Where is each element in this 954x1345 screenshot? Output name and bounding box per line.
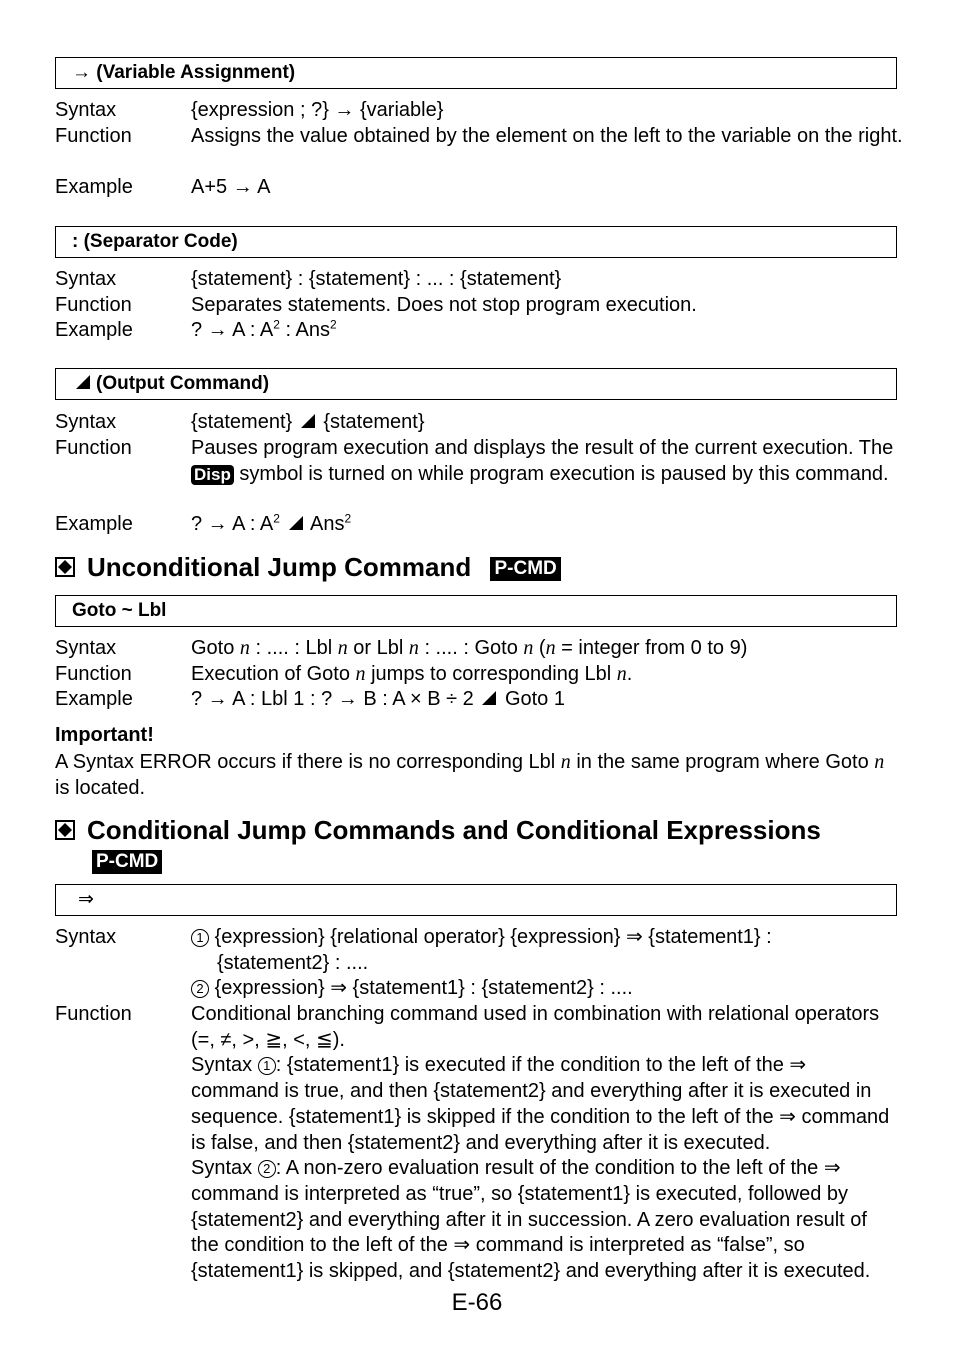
- syntax-row: [55, 636, 900, 662]
- output-triangle-icon: [482, 691, 496, 705]
- syntax-text: 1 {expression} {relational operator} {expression} ⇒ {statement1} : {statement2} : .... 2 {expression} ⇒ {statement1} : {statement2} : ....: [191, 925, 903, 1002]
- syntax-row: [55, 410, 900, 436]
- function-row: [55, 662, 900, 688]
- diamond-icon: [55, 820, 75, 840]
- syntax-text: {statement} {statement}: [191, 411, 425, 433]
- function-row: [55, 436, 900, 514]
- section-box-title: → (Variable Assignment): [72, 62, 296, 83]
- heading-title: Unconditional Jump Command: [87, 552, 472, 582]
- syntax-label: Syntax: [55, 268, 117, 290]
- example-text: ? → A : Lbl 1 : ? → B : A × B ÷ 2 Goto 1: [191, 688, 565, 710]
- heading-title: Conditional Jump Commands and Conditional Expressions: [87, 815, 821, 845]
- example-row: [55, 687, 900, 713]
- syntax-text: {expression ; ?} → {variable}: [191, 99, 444, 121]
- example-label: Example: [55, 319, 133, 341]
- output-triangle-icon: [289, 516, 303, 530]
- circled-number-2: 2: [258, 1160, 276, 1178]
- function-label: Function: [55, 437, 132, 459]
- example-label: Example: [55, 513, 133, 535]
- function-text: Conditional branching command used in combination with relational operators (=, ≠, >, ≧, <, ≦). Syntax 1 : {statement1} is executed if the condition to the left of the ⇒ command is true, and then {statement2} and everything after it is executed in sequence. {statement1} is skipped if the condition to the left of the ⇒ command is false, and then {statement2} and everything after it is executed. Syntax 2 : A non-zero evaluation result of the condition to the left of the ⇒ command is interpreted as “true”, so {statement1} is executed, followed by {statement2} and everything after it in succession. A zero evaluation result of the condition to the left of the ⇒ command is interpreted as “false”, so {statement1} is skipped, and {statement2} and everything after it is executed.: [191, 1003, 890, 1283]
- section-box-title: Goto ~ Lbl: [72, 600, 167, 621]
- function-label: Function: [55, 663, 132, 685]
- heading-unconditional-jump: [55, 552, 561, 582]
- pcmd-badge: P-CMD: [92, 850, 162, 874]
- syntax-row: [55, 925, 900, 1003]
- section-box-title: : (Separator Code): [72, 231, 238, 252]
- function-row: [55, 124, 903, 176]
- function-label: Function: [55, 125, 132, 147]
- syntax-row: [55, 267, 900, 293]
- section-box-separator-code: [55, 226, 897, 258]
- section-box-conditional-jump: [55, 884, 897, 916]
- syntax-text: Goto n : .... : Lbl n or Lbl n : .... : Goto n (n = integer from 0 to 9): [191, 637, 748, 659]
- example-row: [55, 175, 900, 201]
- syntax-label: Syntax: [55, 926, 117, 948]
- circled-number-1: 1: [258, 1057, 276, 1075]
- function-label: Function: [55, 294, 132, 316]
- section-box-variable-assignment: [55, 57, 897, 89]
- circled-number-1: 1: [191, 929, 209, 947]
- diamond-icon: [55, 557, 75, 577]
- function-text: Execution of Goto n jumps to corresponding Lbl n.: [191, 663, 633, 685]
- function-row: [55, 1002, 900, 1284]
- important-title: Important!: [55, 724, 154, 746]
- section-box-title: (Output Command): [96, 373, 270, 394]
- syntax-label: Syntax: [55, 411, 117, 433]
- section-box-title: ⇒: [78, 889, 94, 910]
- example-row: [55, 512, 900, 538]
- pcmd-badge: P-CMD: [490, 557, 560, 581]
- example-text: ? → A : $A^2$ Ans$^2$: [191, 511, 352, 535]
- syntax-label: Syntax: [55, 637, 117, 659]
- example-row: [55, 318, 900, 344]
- output-triangle-icon: [76, 375, 90, 389]
- function-row: [55, 293, 900, 319]
- page-number: E-66: [451, 1289, 503, 1316]
- disp-badge: Disp: [191, 465, 234, 485]
- example-label: Example: [55, 176, 133, 198]
- pcmd-badge-wrap: [92, 850, 162, 874]
- section-box-goto-lbl: [55, 595, 897, 627]
- output-triangle-icon: [301, 414, 315, 428]
- important-text: A Syntax ERROR occurs if there is no corresponding Lbl n in the same program where Goto n is located.: [55, 751, 885, 799]
- section-box-output-command: [55, 368, 897, 400]
- function-text: Pauses program execution and displays the result of the current execution. The Disp symbol is turned on while program execution is paused by this command.: [191, 437, 894, 485]
- syntax-text: {statement} : {statement} : ... : {statement}: [191, 268, 562, 290]
- syntax-label: Syntax: [55, 99, 117, 121]
- circled-number-2: 2: [191, 980, 209, 998]
- example-text: ? → A : $A^2$ : Ans$^2$: [191, 317, 337, 341]
- function-text: Separates statements. Does not stop program execution.: [191, 294, 697, 316]
- function-text: Assigns the value obtained by the element on the left to the variable on the right.: [191, 125, 903, 147]
- example-label: Example: [55, 688, 133, 710]
- heading-conditional-jump: [55, 815, 821, 845]
- function-label: Function: [55, 1003, 132, 1025]
- example-text: A+5 → A: [191, 176, 271, 198]
- syntax-row: [55, 98, 900, 124]
